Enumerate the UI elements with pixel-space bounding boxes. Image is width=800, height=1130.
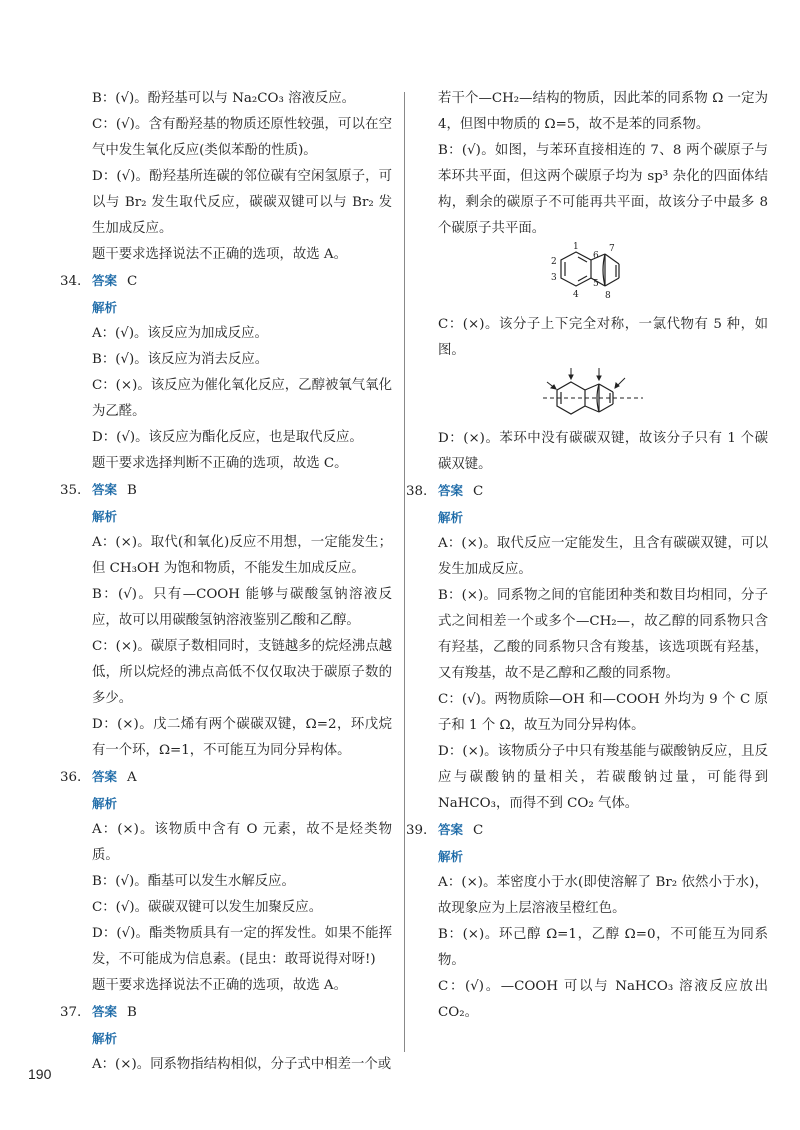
q35-answer: B — [127, 483, 137, 498]
answer-label: 答案 — [92, 1004, 118, 1019]
atom-label-1: 1 — [573, 242, 579, 252]
q38-option-b: B：(×)。同系物之间的官能团种类和数目均相同，分子式之间相差一个或多个—CH₂—，故乙醇的同系物只含有羟基，乙酸的同系物只含有羧基，该选项既有羟基，又有羧基，故不是乙醇和乙酸的同系物。 — [438, 588, 768, 681]
molecule-symmetry-figure — [533, 364, 673, 426]
q38-option-c: C：(√)。两物质除—OH 和—COOH 外均为 9 个 C 原子和 1 个 Ω，故互为同分异构体。 — [438, 692, 768, 733]
answer-label: 答案 — [92, 482, 118, 497]
page-number: 190 — [28, 1066, 52, 1082]
analysis-label: 解析 — [438, 510, 464, 525]
q37-option-d: D：(×)。苯环中没有碳碳双键，故该分子只有 1 个碳碳双键。 — [438, 431, 768, 472]
q38-option-d: D：(×)。该物质分子中只有羧基能与碳酸钠反应，且反应与碳酸钠的量相关，若碳酸钠过量，可能得到 NaHCO₃，而得不到 CO₂ 气体。 — [438, 744, 768, 811]
q33-option-c: C：(√)。含有酚羟基的物质还原性较强，可以在空气中发生氧化反应(类似苯酚的性质)。 — [92, 117, 392, 158]
q35-option-d: D：(×)。戊二烯有两个碳碳双键，Ω=2，环戊烷有一个环，Ω=1，不可能互为同分异构体。 — [92, 717, 392, 758]
q36-summary: 题干要求选择说法不正确的选项，故选 A。 — [92, 978, 347, 993]
q36-option-b: B：(√)。酯基可以发生水解反应。 — [92, 874, 295, 889]
molecule-numbered-figure — [543, 242, 663, 312]
q37-option-b: B：(√)。如图，与苯环直接相连的 7、8 两个碳原子与苯环共平面，但这两个碳原子均为 sp³ 杂化的四面体结构，剩余的碳原子不可能再共平面，故该分子中最多 8 个碳原子共平面。 — [438, 143, 768, 236]
q33-option-b: B：(√)。酚羟基可以与 Na₂CO₃ 溶液反应。 — [92, 91, 356, 106]
q38-option-a: A：(×)。取代反应一定能发生，且含有碳碳双键，可以发生加成反应。 — [438, 536, 768, 577]
q33-option-d: D：(√)。酚羟基所连碳的邻位碳有空闲氢原子，可以与 Br₂ 发生取代反应，碳碳双键可以与 Br₂ 发生加成反应。 — [92, 169, 392, 236]
q35-header — [60, 477, 392, 504]
q39-option-b: B：(×)。环己醇 Ω=1，乙醇 Ω=0，不可能互为同系物。 — [438, 927, 768, 968]
q35-option-c: C：(×)。碳原子数相同时，支链越多的烷烃沸点越低，所以烷烃的沸点高低不仅仅取决于碳原子数的多少。 — [92, 639, 392, 706]
q37-header — [60, 999, 392, 1026]
q35-option-a: A：(×)。取代(和氧化)反应不用想，一定能发生；但 CH₃OH 为饱和物质，不能发生加成反应。 — [92, 535, 392, 576]
q38-answer: C — [473, 484, 484, 499]
q36-option-d: D：(√)。酯类物质具有一定的挥发性。如果不能挥发，不可能成为信息素。(昆虫：敢哥说得对呀!) — [92, 926, 392, 967]
q37-option-c: C：(×)。该分子上下完全对称，一氯代物有 5 种，如图。 — [438, 317, 768, 358]
q35-number: 35. — [60, 483, 82, 498]
atom-label-7: 7 — [609, 244, 615, 254]
analysis-label: 解析 — [92, 1031, 118, 1046]
q34-answer: C — [127, 274, 138, 289]
q33-summary: 题干要求选择说法不正确的选项，故选 A。 — [92, 247, 347, 262]
atom-label-2: 2 — [551, 257, 557, 267]
analysis-label: 解析 — [92, 300, 118, 315]
q34-header — [60, 268, 392, 295]
q36-option-a: A：(×)。该物质中含有 O 元素，故不是烃类物质。 — [92, 822, 392, 863]
analysis-label: 解析 — [92, 509, 118, 524]
q38-header — [406, 478, 768, 505]
q34-option-c: C：(×)。该反应为催化氧化反应，乙醇被氧气氧化为乙醛。 — [92, 378, 392, 419]
q34-option-b: B：(√)。该反应为消去反应。 — [92, 352, 269, 367]
q34-option-d: D：(√)。该反应为酯化反应，也是取代反应。 — [92, 430, 363, 445]
answer-label: 答案 — [438, 822, 464, 837]
q36-header — [60, 764, 392, 791]
q34-option-a: A：(√)。该反应为加成反应。 — [92, 326, 268, 341]
answer-label: 答案 — [92, 273, 118, 288]
atom-label-3: 3 — [551, 273, 557, 283]
q36-answer: A — [127, 770, 137, 785]
q38-number: 38. — [406, 484, 428, 499]
atom-label-8: 8 — [605, 291, 611, 301]
q35-option-b: B：(√)。只有—COOH 能够与碳酸氢钠溶液反应，故可以用碳酸氢钠溶液鉴别乙酸和乙醇。 — [92, 587, 392, 628]
answer-label: 答案 — [92, 769, 118, 784]
atom-label-4: 4 — [573, 290, 579, 300]
q39-header — [406, 817, 768, 844]
q39-number: 39. — [406, 823, 428, 838]
atom-label-6: 6 — [593, 251, 599, 261]
column-divider — [404, 92, 405, 1052]
q37-answer: B — [127, 1005, 137, 1020]
q34-summary: 题干要求选择判断不正确的选项，故选 C。 — [92, 456, 348, 471]
atom-label-5: 5 — [593, 279, 599, 289]
answer-label: 答案 — [438, 483, 464, 498]
q36-number: 36. — [60, 770, 82, 785]
analysis-label: 解析 — [438, 849, 464, 864]
q37-option-a-continued: 若干个—CH₂—结构的物质，因此苯的同系物 Ω 一定为 4，但图中物质的 Ω=5，故不是苯的同系物。 — [438, 91, 768, 132]
q37-option-a-start: A：(×)。同系物指结构相似，分子式中相差一个或 — [92, 1057, 392, 1072]
q34-number: 34. — [60, 274, 82, 289]
q37-number: 37. — [60, 1005, 82, 1020]
q39-option-c: C：(√)。—COOH 可以与 NaHCO₃ 溶液反应放出 CO₂。 — [438, 979, 768, 1020]
analysis-label: 解析 — [92, 796, 118, 811]
left-column — [60, 86, 392, 1078]
right-column — [406, 86, 768, 1026]
q39-option-a: A：(×)。苯密度小于水(即使溶解了 Br₂ 依然小于水)，故现象应为上层溶液呈橙红色。 — [438, 875, 768, 916]
q36-option-c: C：(√)。碳碳双键可以发生加聚反应。 — [92, 900, 323, 915]
q39-answer: C — [473, 823, 484, 838]
